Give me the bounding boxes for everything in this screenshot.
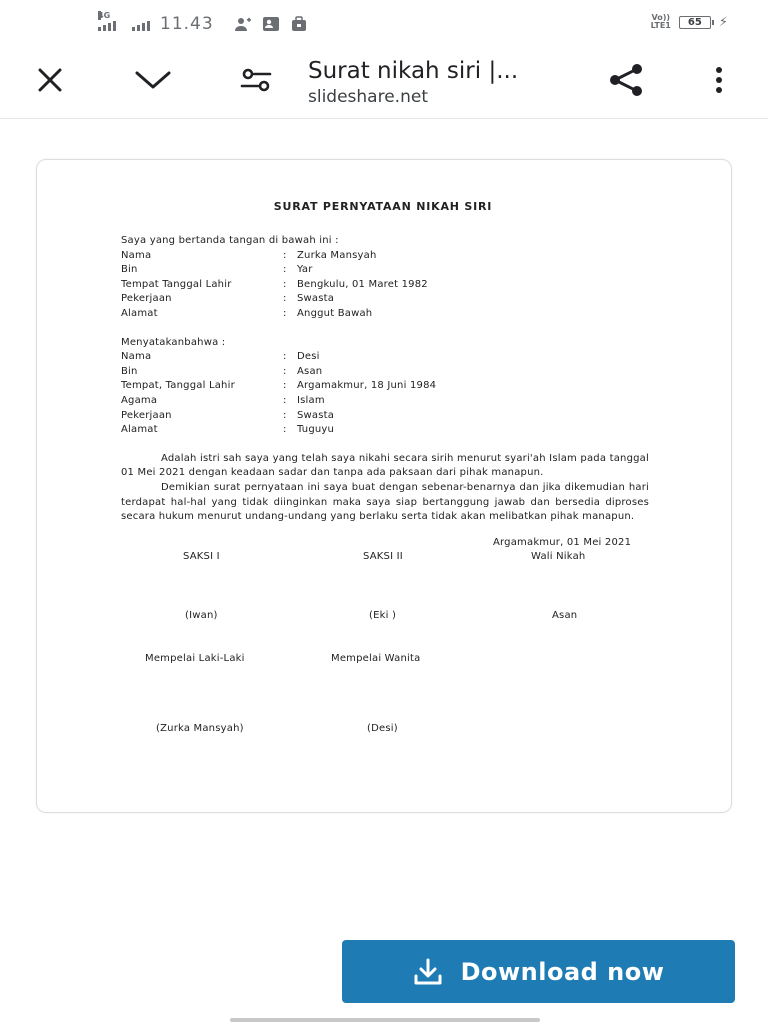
contact-card-icon [262,16,280,32]
field-colon: : [283,424,287,436]
signal-4g-icon [98,11,116,31]
field-colon: : [283,394,287,406]
field-colon: : [283,278,287,290]
field-label: Nama [121,351,152,363]
status-bar [0,0,768,48]
groom-label: Mempelai Laki-Laki [145,652,245,664]
field-colon: : [283,409,287,421]
signer-fields [121,249,649,322]
field-label: Pekerjaan [121,293,172,305]
field-value: Yar [297,264,313,276]
paragraph-1: Adalah istri sah saya yang telah saya nikahi secara sirih menurut syari'ah Islam pada tanggal 01 Mei 2021 dengan keadaan sadar dan tanpa ada paksaan dari pihak manapun. [121,452,649,479]
bride-label: Mempelai Wanita [331,652,421,664]
field-value: Islam [297,394,325,406]
bride-name: (Desi) [367,722,398,734]
minimize-button[interactable] [133,60,173,100]
download-now-button[interactable] [342,940,735,1003]
share-icon [606,63,646,97]
close-icon [35,65,65,95]
statement-intro: Menyatakanbahwa : [121,336,226,348]
charging-icon: ⚡ [718,14,728,30]
more-options-button[interactable] [699,60,739,100]
status-left [98,11,308,34]
network-type-label: 4G [98,11,111,20]
wife-fields [121,350,649,438]
battery-level: 65 [687,16,702,28]
field-colon: : [283,264,287,276]
site-settings-button[interactable] [236,60,276,100]
groom-name: (Zurka Mansyah) [156,722,244,734]
chevron-down-icon [133,65,173,95]
guardian-name: Asan [552,609,578,621]
field-value: Asan [297,365,323,377]
browser-toolbar [0,48,768,119]
witness-2-name: (Eki ) [369,609,397,621]
paragraph-2: Demikian surat pernyataan ini saya buat dengan sebenar-benarnya dan jika dikemudian hari terdapat hal-hal yang tidak diinginkan maka saya siap bertanggung jawab dan bersedia diproses secara hukum menurut undang-undang yang berlaku serta tidak akan melibatkan pihak manapun. [121,481,649,523]
field-value: Desi [297,351,320,363]
gesture-home-bar[interactable] [230,1018,540,1022]
briefcase-icon [290,16,308,32]
field-label: Pekerjaan [121,409,172,421]
page-domain: slideshare.net [308,87,428,107]
field-colon: : [283,365,287,377]
field-label: Bin [121,365,138,377]
witness-2-label: SAKSI II [363,550,403,562]
status-right [651,14,728,30]
field-value: Argamakmur, 18 Juni 1984 [297,380,437,392]
witness-1-label: SAKSI I [183,550,220,562]
field-label: Alamat [121,424,158,436]
person-add-icon [234,16,252,32]
field-row [121,307,649,322]
field-colon: : [283,351,287,363]
field-row [121,249,649,264]
field-colon: : [283,249,287,261]
field-value: Swasta [297,293,335,305]
field-value: Zurka Mansyah [297,249,377,261]
field-label: Nama [121,249,152,261]
page-title: Surat nikah siri |... [308,58,519,84]
more-vert-icon [714,65,724,95]
field-colon: : [283,293,287,305]
field-label: Tempat, Tanggal Lahir [121,380,235,392]
document-title: SURAT PERNYATAAN NIKAH SIRI [273,200,493,213]
field-row [121,379,649,394]
download-icon [413,958,443,986]
field-colon: : [283,307,287,319]
share-button[interactable] [606,60,646,100]
field-label: Bin [121,264,138,276]
field-value: Tuguyu [297,424,335,436]
tune-icon [238,65,274,95]
clock: 11.43 [160,14,214,34]
field-row [121,394,649,409]
guardian-label: Wali Nikah [531,550,586,562]
field-row [121,423,649,438]
signal-2-icon [132,17,150,31]
field-label: Tempat Tanggal Lahir [121,278,232,290]
witness-1-name: (Iwan) [185,609,218,621]
field-value: Bengkulu, 01 Maret 1982 [297,278,428,290]
field-row [121,278,649,293]
field-row [121,263,649,278]
field-row [121,365,649,380]
field-row [121,409,649,424]
document-content [121,200,649,767]
volte-icon: Vo)) LTE1 [650,13,671,30]
field-row [121,350,649,365]
field-label: Agama [121,394,158,406]
place-date: Argamakmur, 01 Mei 2021 [493,536,632,548]
signature-block [121,537,649,767]
field-label: Alamat [121,307,158,319]
page-title-block [308,56,598,108]
field-value: Anggut Bawah [297,307,373,319]
field-colon: : [283,380,287,392]
document-page[interactable] [36,159,732,813]
field-row [121,292,649,307]
intro-line: Saya yang bertanda tangan di bawah ini : [121,235,339,246]
close-button[interactable] [30,60,70,100]
download-label: Download now [460,957,665,986]
field-value: Swasta [297,409,335,421]
battery-icon [679,16,711,29]
